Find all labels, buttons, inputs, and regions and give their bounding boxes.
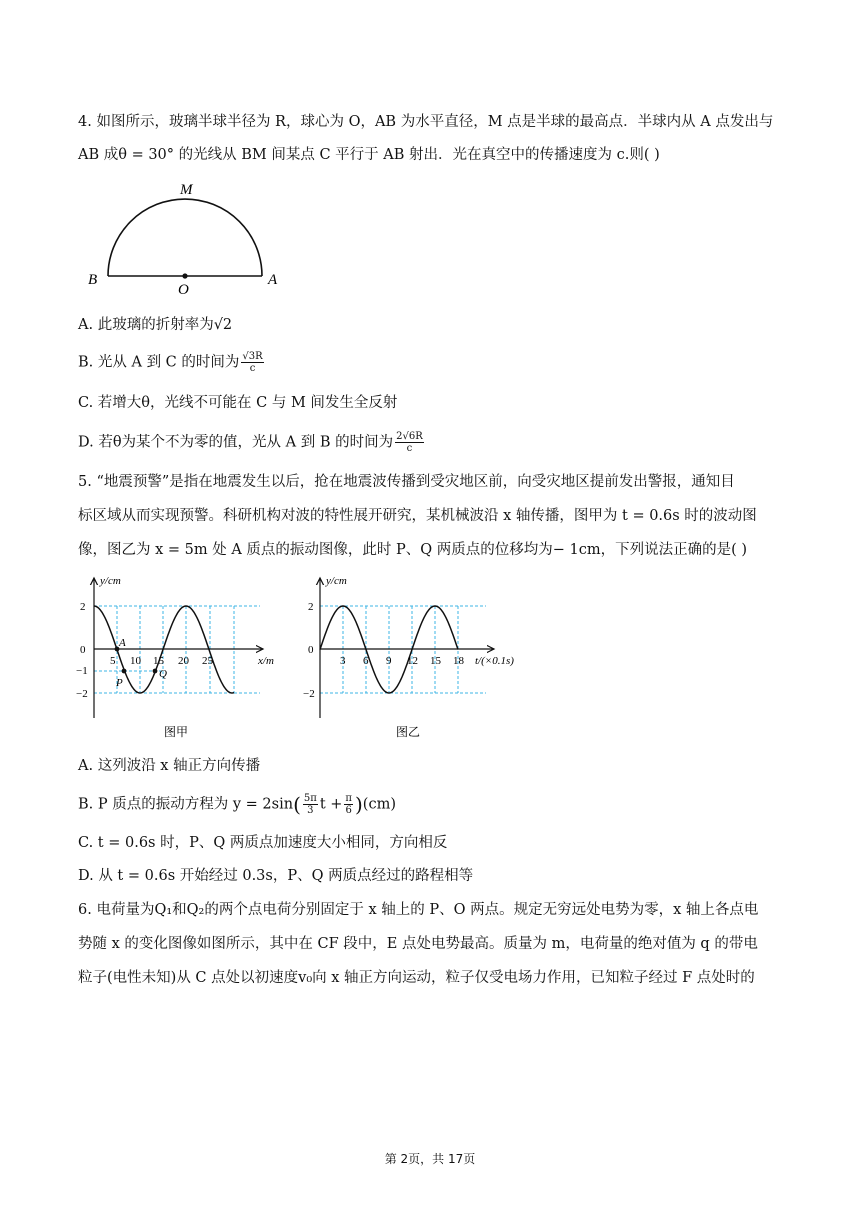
y-tick: 2 bbox=[308, 601, 314, 613]
q5-line2: 标区域从而实现预警。科研机构对波的特性展开研究，某机械波沿 x 轴传播，图甲为 t = 0.6s 时的波动图 bbox=[78, 508, 757, 524]
q4-line1: 4. 如图所示，玻璃半球半径为 R，球心为 O，AB 为水平直径，M 点是半球的最高点．半球内从 A 点发出与 bbox=[78, 114, 774, 130]
y-tick: 0 bbox=[308, 644, 314, 656]
q6-line1: 6. 电荷量为Q₁和Q₂的两个点电荷分别固定于 x 轴上的 P、O 两点。规定无穷远处电势为零，x 轴上各点电 bbox=[78, 902, 759, 918]
label-M: M bbox=[180, 182, 193, 198]
q5-option-d: D. 从 t = 0.6s 开始经过 0.3s，P、Q 两质点经过的路程相等 bbox=[78, 868, 474, 884]
label-B: B bbox=[88, 272, 98, 288]
q5-option-a: A. 这列波沿 x 轴正方向传播 bbox=[78, 758, 261, 774]
x-label-jia: x/m bbox=[258, 655, 274, 667]
q5-line1: 5. “地震预警”是指在地震发生以后，抢在地震波传播到受灾地区前，向受灾地区提前发出警报，通知目 bbox=[78, 474, 735, 490]
q4-option-c: C. 若增大θ，光线不可能在 C 与 M 间发生全反射 bbox=[78, 395, 398, 411]
q4-option-a: A. 此玻璃的折射率为√2 bbox=[78, 317, 233, 333]
point-label-A: A bbox=[119, 637, 126, 649]
x-tick: 25 bbox=[202, 655, 213, 667]
y-label-jia: y/cm bbox=[100, 575, 121, 587]
q4-option-b: B. 光从 A 到 C 的时间为 $\frac{√3R}{c}$ bbox=[78, 351, 263, 374]
caption-jia: 图甲 bbox=[164, 725, 189, 739]
q4-hemisphere-figure bbox=[80, 180, 290, 298]
q5-line3: 像，图乙为 x = 5m 处 A 质点的振动图像，此时 P、Q 两质点的位移均为− 1cm，下列说法正确的是( ) bbox=[78, 542, 748, 558]
point-label-Q: Q bbox=[159, 668, 167, 680]
point-Q bbox=[153, 669, 158, 674]
x-tick: 18 bbox=[453, 655, 464, 667]
x-tick: 15 bbox=[153, 655, 164, 667]
q4-option-d: D. 若θ为某个不为零的值，光从 A 到 B 的时间为 $\frac{2√6R}{c}$ bbox=[78, 431, 423, 454]
chart-yi bbox=[298, 570, 528, 745]
y-tick: −2 bbox=[303, 688, 315, 700]
x-tick: 3 bbox=[340, 655, 346, 667]
y-tick: −2 bbox=[76, 688, 88, 700]
y-tick: 2 bbox=[80, 601, 86, 613]
y-tick: 0 bbox=[80, 644, 86, 656]
x-tick: 12 bbox=[407, 655, 418, 667]
x-tick: 9 bbox=[386, 655, 392, 667]
x-label-yi: t/(×0.1s) bbox=[475, 655, 514, 667]
x-tick: 6 bbox=[363, 655, 369, 667]
page-footer: 第 2页，共 17页 bbox=[384, 1152, 476, 1166]
x-tick: 5 bbox=[110, 655, 116, 667]
q5-option-b: B. P 质点的振动方程为 y = 2sin( $\frac{5\pi}{3}$ t + $\frac{\pi}{6}$ )(cm) bbox=[78, 792, 396, 817]
x-tick: 20 bbox=[178, 655, 189, 667]
q6-line2: 势随 x 的变化图像如图所示，其中在 CF 段中，E 点处电势最高。质量为 m，电荷量的绝对值为 q 的带电 bbox=[78, 936, 758, 952]
caption-yi: 图乙 bbox=[396, 725, 421, 739]
y-label-yi: y/cm bbox=[326, 575, 347, 587]
q4-line2: AB 成θ = 30° 的光线从 BM 间某点 C 平行于 AB 射出．光在真空中的传播速度为 c.则( ) bbox=[78, 147, 660, 163]
chart-jia bbox=[78, 570, 293, 745]
label-A: A bbox=[268, 272, 278, 288]
x-tick: 15 bbox=[430, 655, 441, 667]
point-label-P: P bbox=[116, 677, 123, 689]
y-tick: −1 bbox=[76, 665, 88, 677]
q6-line3: 粒子(电性未知)从 C 点处以初速度v₀向 x 轴正方向运动，粒子仅受电场力作用，已知粒子经过 F 点处时的 bbox=[78, 970, 755, 986]
q5-option-c: C. t = 0.6s 时，P、Q 两质点加速度大小相同，方向相反 bbox=[78, 835, 448, 851]
point-P bbox=[122, 669, 127, 674]
x-tick: 10 bbox=[130, 655, 141, 667]
label-O: O bbox=[178, 282, 189, 298]
